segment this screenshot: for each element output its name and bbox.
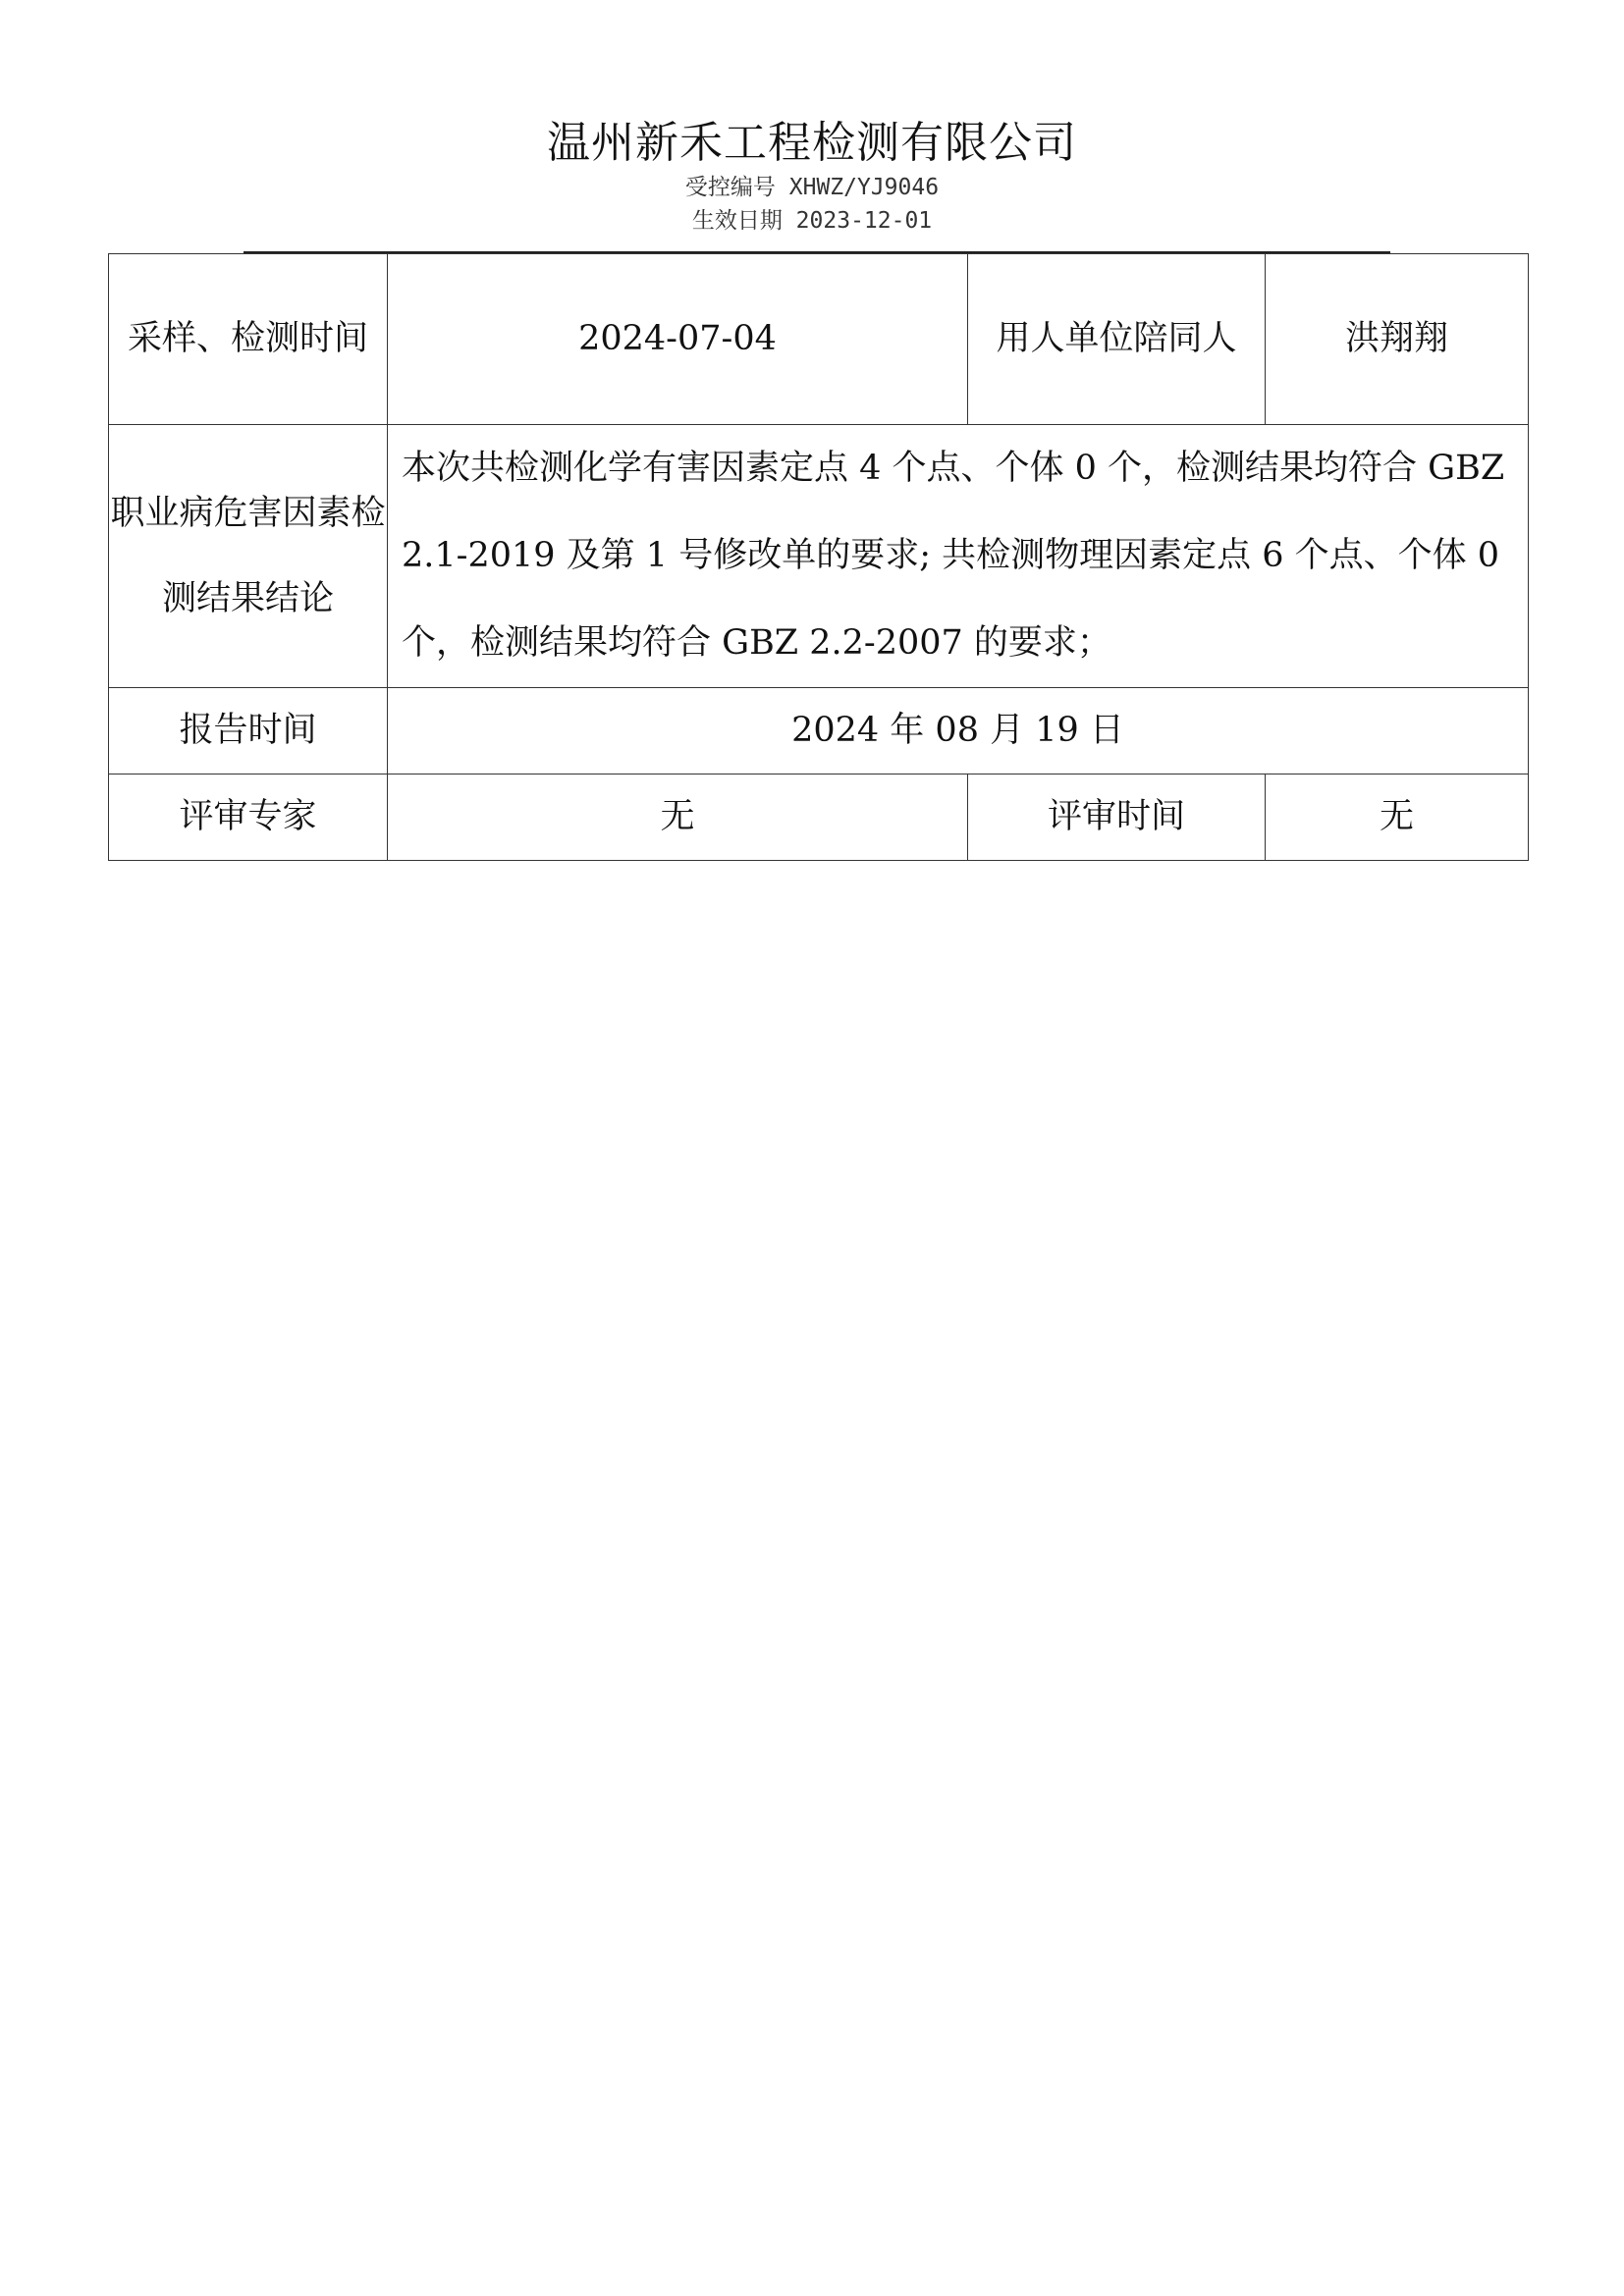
company-name: 温州新禾工程检测有限公司 [547, 118, 1077, 168]
sampling-time-label: 采样、检测时间 [109, 254, 388, 425]
companion-label: 用人单位陪同人 [968, 254, 1266, 425]
conclusion-value: 本次共检测化学有害因素定点 4 个点、个体 0 个，检测结果均符合 GBZ 2.1-2019 及第 1 号修改单的要求; 共检测物理因素定点 6 个点、个体 0 个，检测结果均符合 GBZ 2.2-2007 的要求； [388, 425, 1529, 688]
companion-value: 洪翔翔 [1266, 254, 1529, 425]
table-row [109, 425, 1529, 688]
table-row [109, 254, 1529, 425]
review-time-label: 评审时间 [968, 774, 1266, 861]
review-time-value: 无 [1266, 774, 1529, 861]
table-row [109, 774, 1529, 861]
effective-date: 生效日期 2023-12-01 [691, 208, 933, 234]
report-table [108, 253, 1529, 861]
document-header [0, 116, 1624, 238]
reviewer-label: 评审专家 [109, 774, 388, 861]
reviewer-value: 无 [388, 774, 968, 861]
sampling-time-value: 2024-07-04 [388, 254, 968, 425]
conclusion-label: 职业病危害因素检测结果结论 [109, 425, 388, 688]
report-time-label: 报告时间 [109, 688, 388, 774]
report-time-value: 2024 年 08 月 19 日 [388, 688, 1529, 774]
control-number: 受控编号 XHWZ/YJ9046 [684, 175, 940, 200]
table-row [109, 688, 1529, 774]
